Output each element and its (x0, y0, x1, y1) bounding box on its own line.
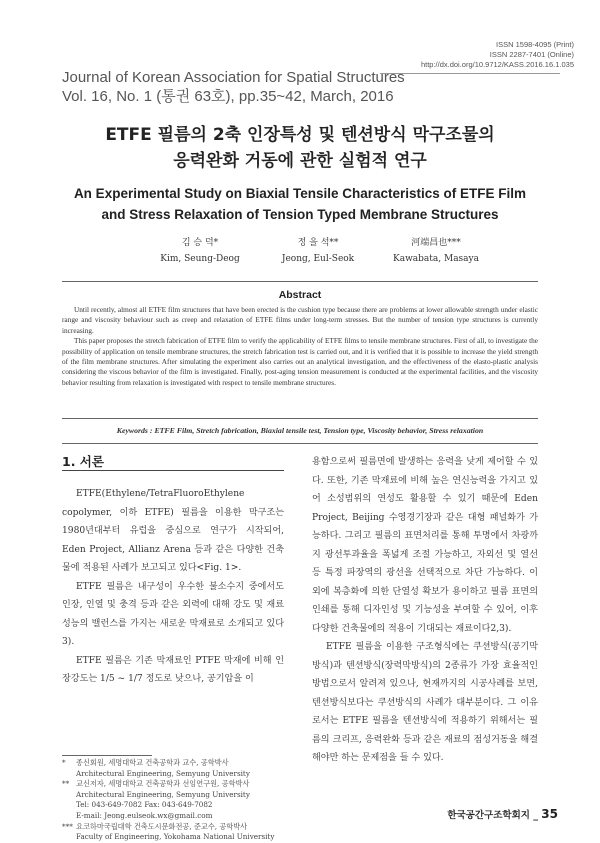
footer-separator: _ (533, 810, 538, 821)
abstract-body (62, 305, 538, 388)
intro-paragraph-1: ETFE(Ethylene/TetraFluoroEthylene copolymer, 이하 ETFE) 필름을 이용한 막구조는 1980년대부터 유럽을 중심으로 연구가 시작되어, Eden Project, Allianz Arena 등과 같은 다양한 건축물에 적용된 사례가 보고되고 있다<Fig. 1>. (62, 489, 284, 573)
footnote-2-mark: ** (62, 779, 70, 789)
footnote-1 (62, 758, 284, 779)
intro-paragraph-3: ETFE 필름은 기존 막재료인 PTFE 막재에 비해 인장강도는 1/5 ~ 1/7 정도로 낮으나, 공기압을 이 (62, 655, 284, 684)
journal-header (62, 68, 405, 106)
footnote-1-line2: Architectural Engineering, Semyung University (76, 768, 250, 778)
page-footer (447, 807, 558, 821)
title-english-line1: An Experimental Study on Biaxial Tensile Characteristics of ETFE Film (73, 186, 527, 201)
footnote-3-line2: Faculty of Engineering, Yokohama National University (76, 832, 275, 842)
author-3-native: 河端昌也*** (411, 238, 461, 248)
issn-print: ISSN 1598-4095 (Print) (496, 40, 574, 49)
footnote-3-mark: *** (62, 821, 73, 831)
footnote-2-line4: E-mail: Jeong.eulseok.wx@gmail.com (76, 810, 213, 820)
footnote-3-line1: 요코하마국립대학 건축도시문화전공, 준교수, 공학박사 (76, 821, 248, 831)
footnote-2 (62, 779, 284, 821)
intro-paragraph-4: 용함으로써 필름면에 발생하는 응력을 낮게 제어할 수 있다. 또한, 기존 막재료에 비해 높은 연신능력을 가지고 있어 소성범위의 연성도 활용할 수 있기 때문에 Eden Project, Beijing 수영경기장과 같은 대형 패널화가 가능하다. 그리고 필름의 표면처리를 통해 투명에서 차광까지 광선투과율을 폭넓게 조절 가능하고, 자외선 및 열선 등 특정 파장역의 광선을 선택적으로 차단 가능하다. 이 외에 복층화에 의한 단열성 확보가 용이하고 필름 표면의 인쇄를 통해 디자인성 및 기능성을 부여할 수 있어, 이후 다양한 건축물에의 적용이 기대되는 재료이다2,3). (312, 457, 538, 634)
abstract-paragraph-1: Until recently, almost all ETFE film structures that have been erected is the cushion type because there are problems at lower allowable strength under elastic range and viscosity behaviour such as creep and relaxation of ETFE films under long-term stresses. But the number of tension type structures is currently increasing. (62, 305, 538, 335)
page-number: 35 (541, 807, 558, 821)
keywords: Keywords : ETFE Film, Stretch fabrication, Biaxial tensile test, Tension type, Viscosity behavior, Stress relaxation (116, 426, 484, 435)
footnote-rule (62, 755, 152, 756)
footnotes (62, 758, 284, 843)
abstract-paragraph-2: This paper proposes the stretch fabrication of ETFE film to verify the applicability of ETFE films to tensile membrane structures. First of all, to investigate the possibility of application on tensile membrane structures, the stretch fabrication test is carried out, and it is verified that it is possible to increase the yield strength of the film membrane structures. After simulating the experiment also carries out an analytical investigation, and the effectiveness of the elasto-plastic analysis considering the viscous behavior of the film is investigated. Finally, post-aging tension measurement is conducted at the experimental facilities, and the viscosity behavior resulting from relaxation is investigated with respect to tensile membrane structures. (62, 336, 538, 387)
issn-online: ISSN 2287-7401 (Online) (489, 50, 574, 59)
author-2-roman: Jeong, Eul-Seok (281, 254, 355, 264)
footnote-2-line3: Tel: 043-649-7082 Fax: 043-649-7082 (76, 800, 213, 810)
footnote-3 (62, 822, 284, 843)
author-2-native: 정 을 석** (297, 238, 339, 248)
header-rule (380, 73, 560, 74)
author-3-roman: Kawabata, Masaya (392, 254, 479, 264)
volume-info: Vol. 16, No. 1 (통권 63호), pp.35~42, March, 2016 (62, 88, 394, 105)
section-heading-rule (62, 470, 284, 471)
journal-name: Journal of Korean Association for Spatial Structures (62, 69, 405, 86)
right-column (312, 453, 538, 768)
author-1-native: 김 승 덕* (181, 238, 219, 248)
author-3 (366, 235, 506, 267)
author-1-roman: Kim, Seung-Deog (160, 254, 240, 264)
footer-journal-name: 한국공간구조학회지 (447, 810, 530, 821)
keywords-bottom-rule (62, 443, 538, 444)
section-heading-introduction: 1. 서론 (62, 454, 104, 469)
left-column (62, 485, 284, 689)
abstract-heading: Abstract (278, 289, 322, 301)
title-english-line2: and Stress Relaxation of Tension Typed Membrane Structures (101, 207, 499, 222)
footnote-1-mark: * (62, 758, 66, 767)
intro-paragraph-2: ETFE 필름은 내구성이 우수한 불소수지 중에서도 인장, 인열 및 충격 등과 같은 외력에 대해 강도 및 재료 성능의 밸런스를 가지는 새로운 막재료로 소개되고 있다3). (62, 581, 284, 647)
issn-block (354, 40, 574, 70)
doi-link[interactable]: http://dx.doi.org/10.9712/KASS.2016.16.1.035 (420, 60, 574, 69)
footnote-2-line1: 교신저자, 세명대학교 건축공학과 선임연구원, 공학박사 (76, 779, 250, 789)
footnote-1-line1: 종신회원, 세명대학교 건축공학과 교수, 공학박사 (76, 758, 229, 767)
abstract-top-rule (62, 281, 538, 282)
footnote-2-line2: Architectural Engineering, Semyung University (76, 789, 250, 799)
title-korean-line2: 응력완화 거동에 관한 실험적 연구 (173, 151, 427, 171)
intro-paragraph-5: ETFE 필름을 이용한 구조형식에는 쿠션방식(공기막방식)과 텐션방식(장력막방식)의 2종류가 가장 효율적인 방법으로서 알려져 있으나, 현재까지의 시공사례를 보면, 텐션방식보다는 쿠션방식의 사례가 대부분이다. 그 이유로서는 ETFE 필름을 텐션방식에 적용하기 위해서는 필름의 크리프, 응력완화 등과 같은 재료의 점성거동을 해결해야만 하는 문제점을 들 수 있다. (312, 642, 538, 763)
title-korean-line1: ETFE 필름의 2축 인장특성 및 텐션방식 막구조물의 (105, 125, 495, 145)
